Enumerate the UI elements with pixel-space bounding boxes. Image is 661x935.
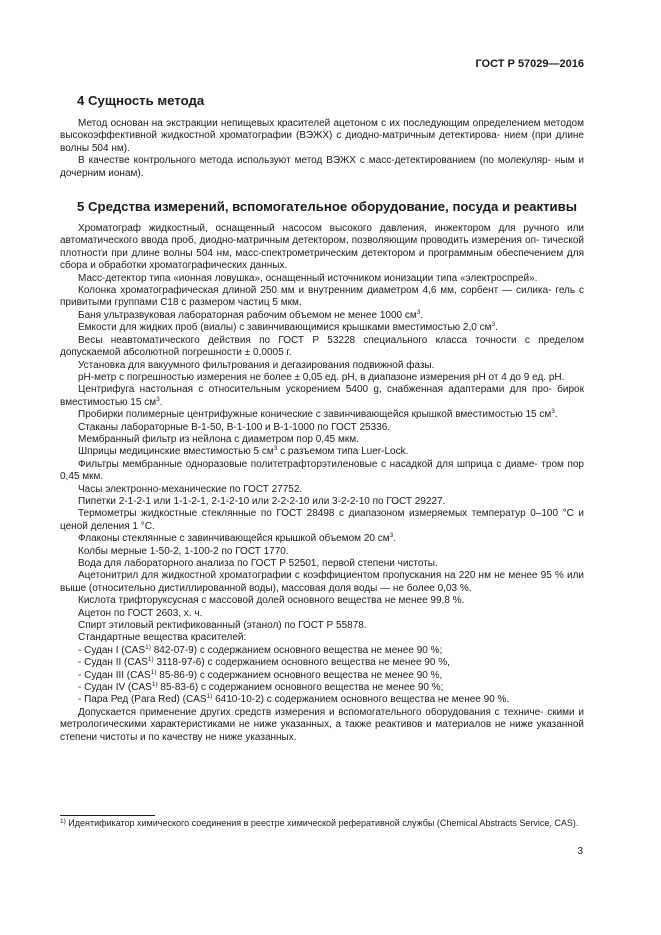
page-number: 3 <box>577 846 583 857</box>
dye-item: - Судан IV (CAS$^{1)}$ 85-83-6) с содержанием основного вещества не менее 90 %; <box>78 681 444 694</box>
superscript: 3 <box>156 395 160 403</box>
superscript: 3 <box>416 308 421 316</box>
equipment-item: Хроматограф жидкостный, оснащенный насосом высокого давления, инжектором для ручного или автоматического ввода проб, диодно-матричным детектором, позволяющим проводить измерения оп- тической плотности при длине волны 504 нм, масс-спектрометрическим детектором и программным обеспечением для сбора и обработки хроматографических данных. <box>60 223 584 272</box>
equipment-item: Допускается применение других средств измерения и вспомогательного оборудования с техниче- скими и метрологическими характеристиками не ниже указанных, а также реактивов и материалов не ниже указанной степени чистоты и по качеству не ниже указанных. <box>60 706 584 743</box>
section-4-title: 4 Сущность метода <box>77 93 205 108</box>
equipment-item: Ацетонитрил для жидкостной хроматографии с коэффициентом пропускания на 220 нм не менее 95 % или выше (относительно дистиллированной воды), массовая доля воды — не более 0,03 %. <box>60 570 584 594</box>
dye-item: - Судан I (CAS$^{1)}$ 842-07-9) с содержанием основного вещества не менее 90 %; <box>78 643 443 656</box>
equipment-item: Фильтры мембранные одноразовые политетрафторэтиленовые с насадкой для шприца с диаме- тром пор 0,45 мкм. <box>60 458 584 483</box>
superscript: 3 <box>551 408 555 416</box>
section-4-paragraph: В качестве контрольного метода используют метод ВЭЖХ с масс-детектированием (по молекуляр- ным и дочерним ионам). <box>60 155 584 179</box>
equipment-item: Кислота трифторуксусная с массовой долей основного вещества не менее 99,8 %. <box>78 595 465 607</box>
equipment-item: Стандартные вещества красителей: <box>78 632 247 644</box>
equipment-item: Установка для вакуумного фильтрования и дегазирования подвижной фазы. <box>78 359 435 371</box>
equipment-item: Баня ультразвуковая лабораторная рабочим объемом не менее 1000 $см^3$. <box>78 308 424 321</box>
equipment-item: Колбы мерные 1-50-2, 1-100-2 по ГОСТ 1770. <box>78 545 289 557</box>
footnote <box>60 818 584 830</box>
footnote-mark: 1) <box>60 818 66 825</box>
dye-item: - Судан III (CAS$^{1)}$ 85-86-9) с содержанием основного вещества не менее 90 %, <box>78 668 443 681</box>
equipment-item: Флаконы стеклянные с завинчивающейся крышкой объемом 20 $см^3$. <box>78 532 397 545</box>
superscript: 3 <box>273 445 278 453</box>
footnote-divider <box>60 815 155 816</box>
equipment-item: Часы электронно-механические по ГОСТ 27752. <box>78 483 303 495</box>
equipment-item: Центрифуга настольная с относительным ускорением 5400 g, снабженная адаптерами для про- бирок вместимостью 15 $см^3$. <box>60 384 584 408</box>
footnote-ref: 1) <box>206 693 213 701</box>
equipment-item: Ацетон по ГОСТ 2603, х. ч. <box>78 607 203 619</box>
footnote-ref: 1) <box>147 656 154 664</box>
document-id: ГОСТ Р 57029—2016 <box>475 58 584 70</box>
equipment-item: Спирт этиловый ректификованный (этанол) по ГОСТ Р 55878. <box>78 620 367 632</box>
footnote-text: Идентификатор химического соединения в реестре химической реферативной службы (Chemical Abstracts Service, CAS). <box>65 818 579 828</box>
dye-item: - Судан II (CAS$^{1)}$ 3118-97-6) с содержанием основного вещества не менее 90 %, <box>78 656 450 669</box>
footnote-ref: 1) <box>145 643 151 651</box>
superscript: 3 <box>491 321 496 329</box>
equipment-item: Пипетки 2-1-2-1 или 1-1-2-1, 2-1-2-10 или 2-2-2-10 или 3-2-2-10 по ГОСТ 29227. <box>78 495 446 507</box>
equipment-item: рН-метр с погрешностью измерения не более ± 0,05 ед. рН, в диапазоне измерения рН от 4 до 9 ед. рН. <box>78 371 565 383</box>
footnote-ref: 1) <box>150 668 157 676</box>
equipment-item: Шприцы медицинские вместимостью 5 $см^3$ с разъемом типа Luer-Lock. <box>78 445 409 458</box>
section-4-paragraph: Метод основан на экстракции непищевых красителей ацетоном с их последующим определением методом высокоэффективной жидкостной хроматографии (ВЭЖХ) с диодно-матричным детектирова- нием (при длине волны 504 нм). <box>60 118 584 154</box>
equipment-item: Пробирки полимерные центрифужные конические с завинчивающейся крышкой вместимостью 15 $см^3$. <box>78 408 558 421</box>
equipment-item: Масс-детектор типа «ионная ловушка», оснащенный источником ионизации типа «электроспрей». <box>78 272 538 284</box>
document-body <box>60 93 584 744</box>
equipment-item: Весы неавтоматического действия по ГОСТ Р 53228 специального класса точности с пределом допускаемой абсолютной погрешности ± 0,0005 г. <box>60 334 584 359</box>
footnote-ref: 1) <box>151 681 158 689</box>
superscript: 3 <box>389 532 394 540</box>
equipment-item: Емкости для жидких проб (виалы) с завинчивающимися крышками вместимостью 2,0 $см^3$. <box>78 321 498 334</box>
equipment-item: Вода для лабораторного анализа по ГОСТ Р 52501, первой степени чистоты. <box>78 558 438 569</box>
dye-item: - Пара Ред (Para Red) (CAS$^{1)}$ 6410-10-2) с содержанием основного вещества не менее 90 %. <box>78 693 510 706</box>
section-5-title: 5 Средства измерений, вспомогательное оборудование, посуда и реактивы <box>77 199 578 215</box>
equipment-item: Термометры жидкостные стеклянные по ГОСТ 28498 с диапазоном измеряемых температур 0–100 °С и ценой деления 1 °С. <box>60 508 584 532</box>
equipment-item: Мембранный фильтр из нейлона с диаметром пор 0,45 мкм. <box>78 433 359 445</box>
equipment-item: Колонка хроматографическая длиной 250 мм и внутренним диаметром 4,6 мм, сорбент — силика- гель с привитыми группами С18 с размером частиц 5 мкм. <box>60 285 584 309</box>
equipment-item: Стаканы лабораторные В-1-50, В-1-100 и В-1-1000 по ГОСТ 25336. <box>78 421 391 433</box>
